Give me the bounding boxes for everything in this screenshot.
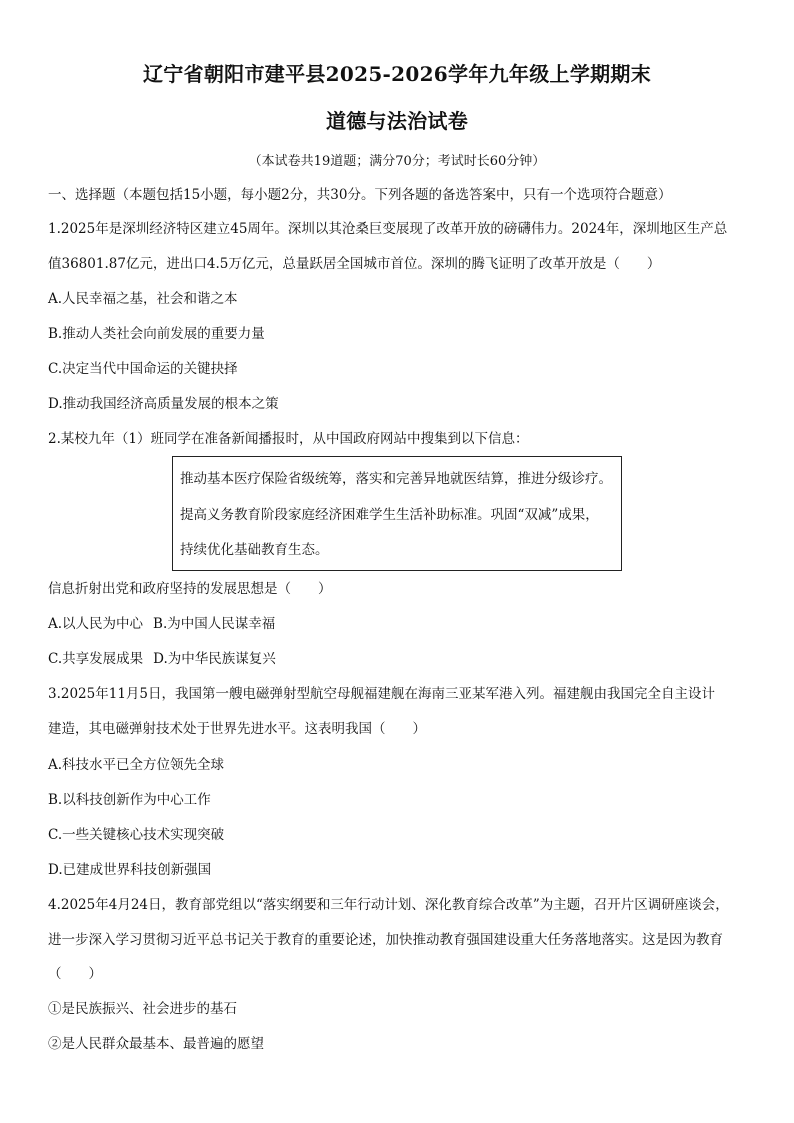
q1-option-c: C.决定当代中国命运的关键抉择 [48,361,238,377]
q4-stem-line2: 进一步深入学习贯彻习近平总书记关于教育的重要论述，加快推动教育强国建设重大任务落地落实。这是因为教育 [48,932,723,948]
q1-stem-line2: 值36801.87亿元，进出口4.5万亿元，总量跃居全国城市首位。深圳的腾飞证明了改革开放是（ ） [48,256,661,272]
section-heading: 一、选择题（本题包括15小题，每小题2分，共30分。下列各题的备选答案中，只有一个选项符合题意） [48,187,672,203]
q3-option-c: C.一些关键核心技术实现突破 [48,827,225,843]
q1-option-b: B.推动人类社会向前发展的重要力量 [48,326,265,342]
q2-box-line3: 持续优化基础教育生态。 [180,542,329,558]
q2-box-line2: 提高义务教育阶段家庭经济困难学生生活补助标准。巩固“双减”成果， [180,507,599,523]
q2-stem: 2.某校九年（1）班同学在准备新闻播报时，从中国政府网站中搜集到以下信息： [48,431,529,447]
q3-option-a: A.科技水平已全方位领先全球 [48,757,225,773]
exam-info: （本试卷共19道题；满分70分；考试时长60分钟） [248,154,546,169]
q2-question: 信息折射出党和政府坚持的发展思想是（ ） [48,581,332,597]
q2-option-a: A.以人民为中心 [48,616,144,632]
q2-option-c: C.共享发展成果 [48,651,144,667]
exam-title: 辽宁省朝阳市建平县2025-2026学年九年级上学期期末 [142,62,652,86]
q4-item-2: ②是人民群众最基本、最普遍的愿望 [48,1036,264,1052]
q1-stem-line1: 1.2025年是深圳经济特区建立45周年。深圳以其沧桑巨变展现了改革开放的磅礴伟力。2024年，深圳地区生产总 [48,221,728,237]
q2-box-line1: 推动基本医疗保险省级统筹，落实和完善异地就医结算，推进分级诊疗。 [180,471,612,487]
exam-subject: 道德与法治试卷 [325,109,469,133]
q3-stem-line1: 3.2025年11月5日，我国第一艘电磁弹射型航空母舰福建舰在海南三亚某军港入列。福建舰由我国完全自主设计 [48,686,716,702]
q3-stem-line2: 建造，其电磁弹射技术处于世界先进水平。这表明我国（ ） [48,721,426,737]
q3-option-b: B.以科技创新作为中心工作 [48,792,211,808]
q2-option-d: D.为中华民族谋复兴 [153,651,276,667]
q4-item-1: ①是民族振兴、社会进步的基石 [48,1001,237,1017]
q3-option-d: D.已建成世界科技创新强国 [48,862,212,878]
q2-info-box [172,456,622,571]
q1-option-a: A.人民幸福之基，社会和谐之本 [48,291,238,307]
q1-option-d: D.推动我国经济高质量发展的根本之策 [48,396,279,412]
q2-options-row1 [48,615,275,633]
q4-stem-line3: （ ） [48,966,102,982]
q2-options-row2 [48,650,276,668]
q4-stem-line1: 4.2025年4月24日，教育部党组以“落实纲要和三年行动计划、深化教育综合改革”为主题，召开片区调研座谈会， [48,897,729,913]
q2-option-b: B.为中国人民谋幸福 [153,616,276,632]
